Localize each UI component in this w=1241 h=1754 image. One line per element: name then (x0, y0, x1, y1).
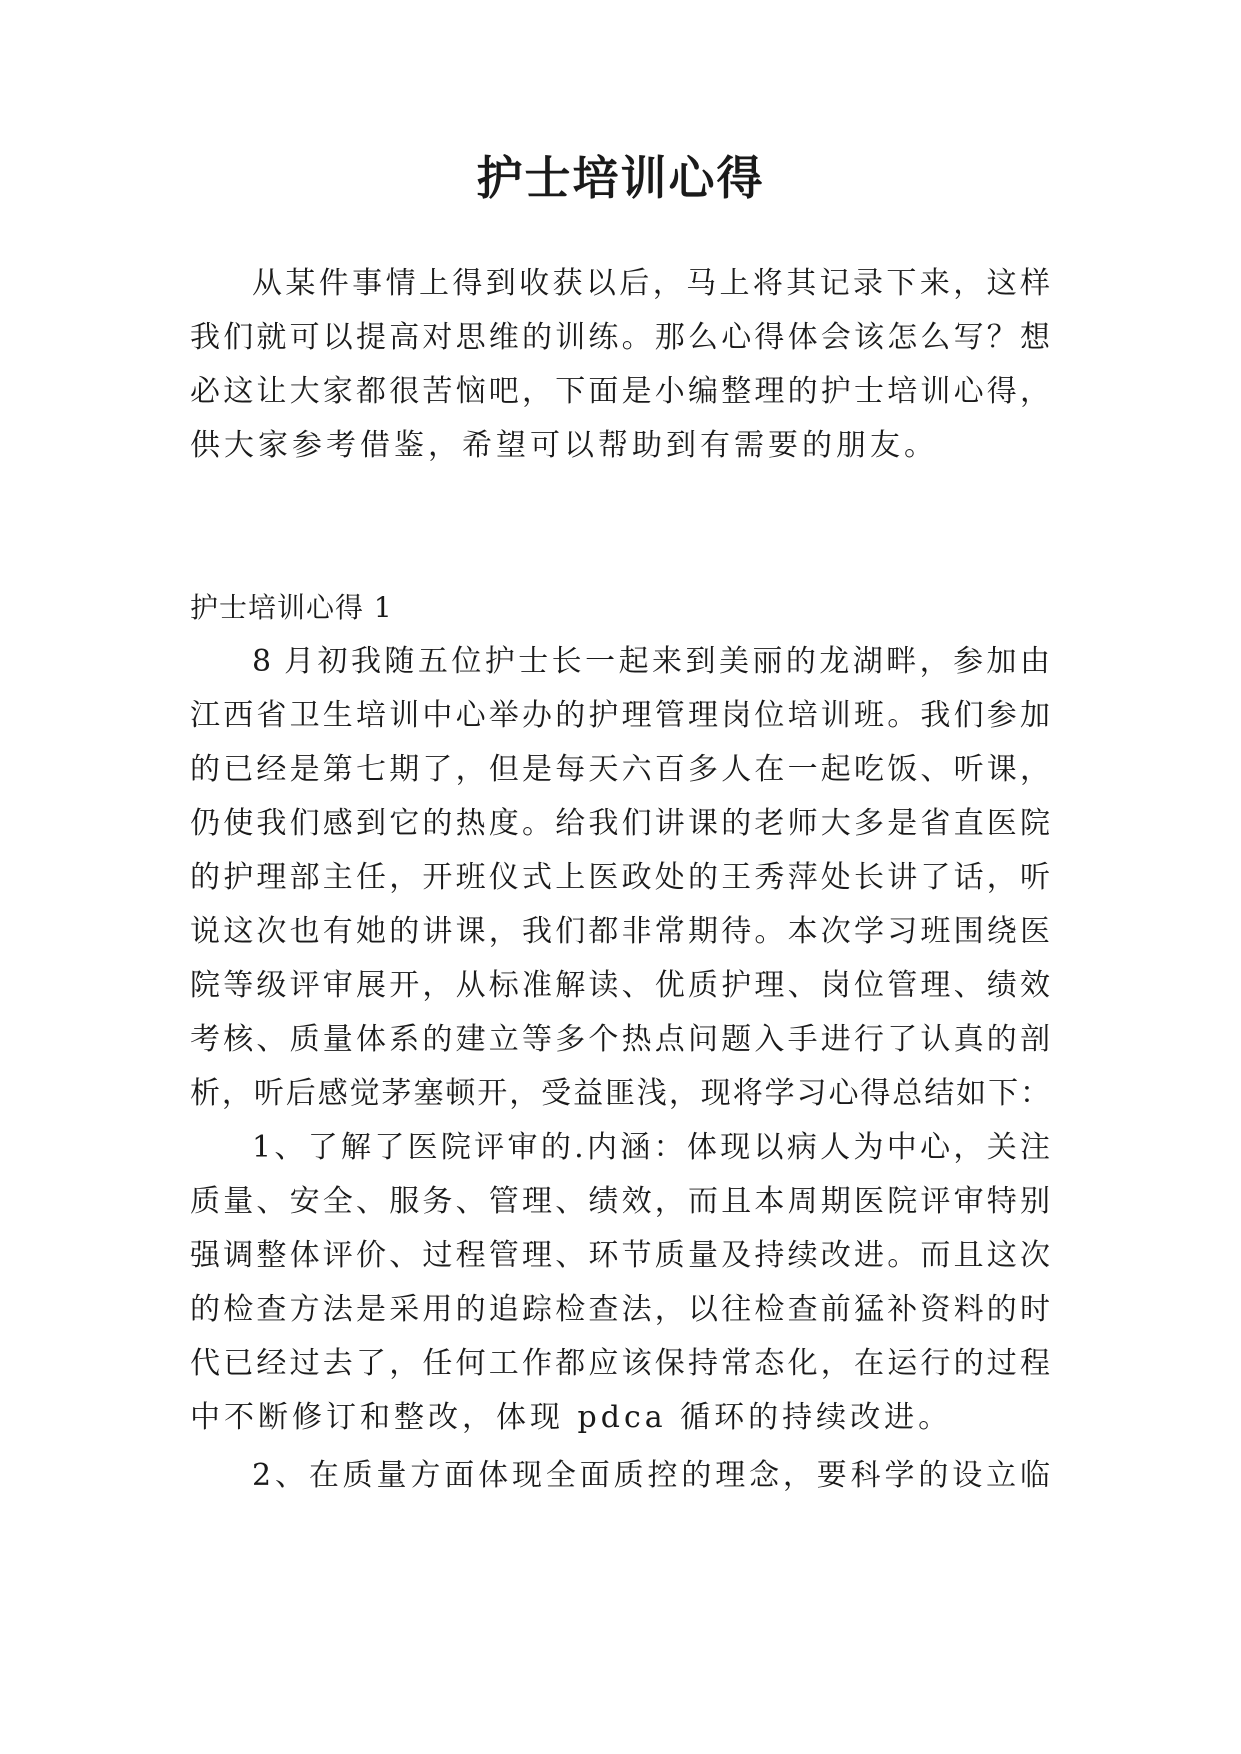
section-heading: 护士培训心得 1 (190, 591, 393, 624)
paragraph-line: 江西省卫生培训中心举办的护理管理岗位培训班。我们参加 (190, 698, 1050, 733)
paragraph-line: 仍使我们感到它的热度。给我们讲课的老师大多是省直医院 (190, 806, 1050, 841)
document-title: 护士培训心得 (476, 151, 765, 205)
paragraph-line: 从某件事情上得到收获以后，马上将其记录下来，这样 (252, 266, 1050, 301)
paragraph-line: 我们就可以提高对思维的训练。那么心得体会该怎么写？想 (190, 320, 1050, 355)
paragraph-line: 必这让大家都很苦恼吧，下面是小编整理的护士培训心得， (190, 374, 1050, 409)
paragraph-line: 中不断修订和整改，体现 pdca 循环的持续改进。 (190, 1400, 953, 1435)
paragraph-line: 代已经过去了，任何工作都应该保持常态化，在运行的过程 (190, 1346, 1050, 1381)
paragraph-line: 1、了解了医院评审的.内涵：体现以病人为中心，关注 (252, 1130, 1050, 1165)
paragraph-line: 质量、安全、服务、管理、绩效，而且本周期医院评审特别 (190, 1184, 1050, 1219)
paragraph-line: 说这次也有她的讲课，我们都非常期待。本次学习班围绕医 (190, 914, 1050, 949)
paragraph-line: 的护理部主任，开班仪式上医政处的王秀萍处长讲了话，听 (190, 860, 1050, 895)
paragraph-line: 院等级评审展开，从标准解读、优质护理、岗位管理、绩效 (190, 968, 1050, 1003)
paragraph-line: 2、在质量方面体现全面质控的理念，要科学的设立临 (252, 1458, 1050, 1493)
paragraph-line: 析，听后感觉茅塞顿开，受益匪浅，现将学习心得总结如下： (190, 1076, 1050, 1111)
paragraph-line: 的检查方法是采用的追踪检查法，以往检查前猛补资料的时 (190, 1292, 1050, 1327)
paragraph-line: 考核、质量体系的建立等多个热点问题入手进行了认真的剖 (190, 1022, 1050, 1057)
paragraph-line: 8 月初我随五位护士长一起来到美丽的龙湖畔，参加由 (252, 644, 1050, 679)
paragraph-line: 的已经是第七期了，但是每天六百多人在一起吃饭、听课， (190, 752, 1050, 787)
paragraph-line: 强调整体评价、过程管理、环节质量及持续改进。而且这次 (190, 1238, 1050, 1273)
paragraph-line: 供大家参考借鉴，希望可以帮助到有需要的朋友。 (190, 428, 938, 463)
